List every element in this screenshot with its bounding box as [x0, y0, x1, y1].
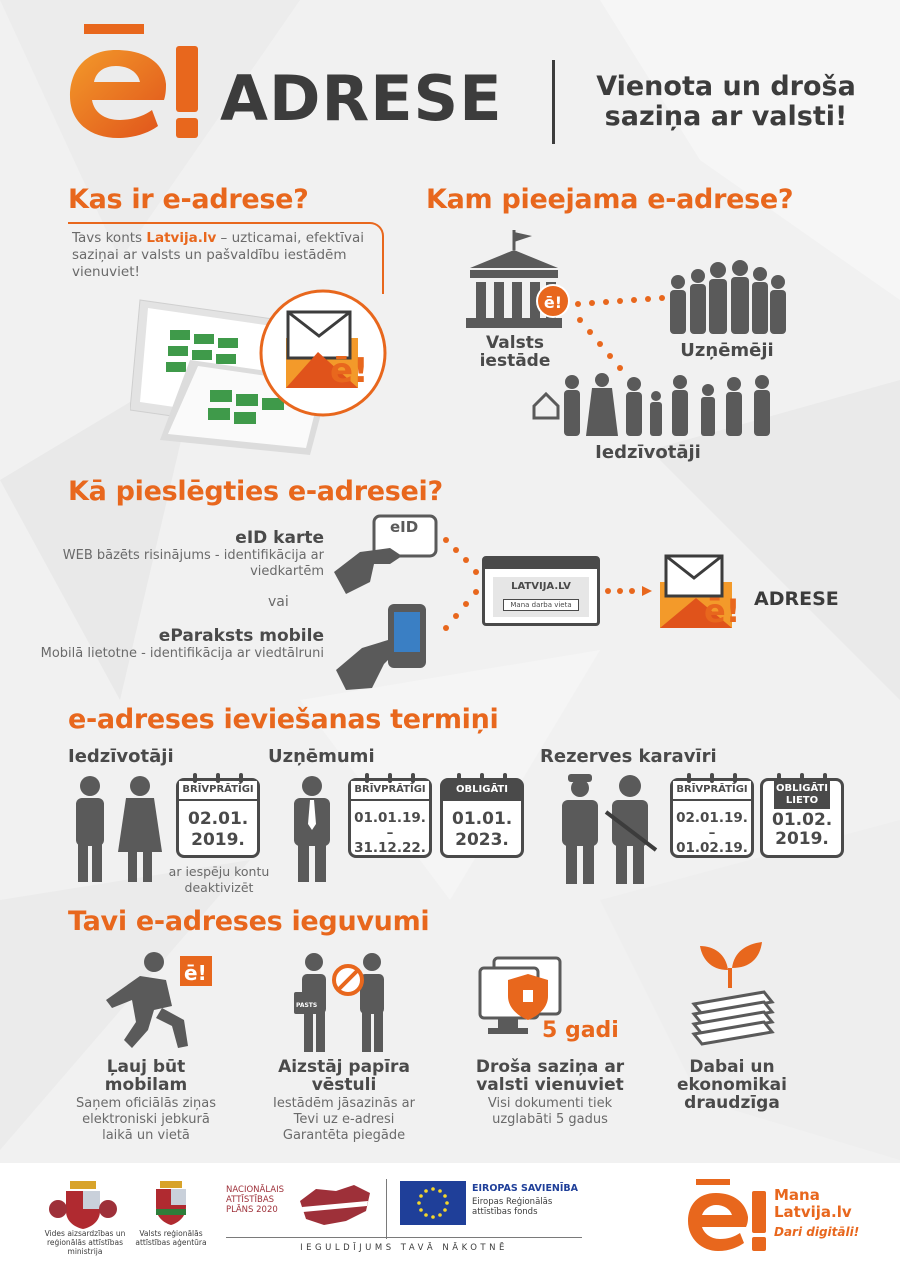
reserve-calendar-mandatory: [760, 778, 844, 858]
ministry-coat-of-arms-icon: [48, 1179, 118, 1231]
header-title: ADRESE: [220, 62, 503, 135]
companies-cal1-head: BRĪVPRĀTĪGI: [351, 781, 429, 801]
benefit-2-desc: Iestādēm jāsazinās ar Tevi uz e-adresi Garantēta piegāde: [273, 1096, 415, 1143]
companies-calendar-mandatory: [440, 778, 524, 858]
eid-title: eID karte: [235, 528, 324, 548]
companies-cal1-from: 01.01.19.: [354, 810, 426, 826]
mail-circle-icon: [258, 288, 388, 418]
businessman-icon: [286, 774, 338, 884]
running-person-icon: [92, 950, 222, 1050]
latvija-link[interactable]: Latvija.lv: [146, 230, 217, 246]
eu-flag-icon: [400, 1181, 466, 1225]
e-adrese-logo: [68, 22, 208, 142]
nap-label: NACIONĀLAIS ATTĪSTĪBAS PLĀNS 2020: [226, 1185, 284, 1215]
tagline-line-2: saziņa ar valsti!: [604, 101, 848, 132]
connect-heading: Kā pieslēgties e-adresei?: [68, 476, 443, 507]
or-label: vai: [268, 594, 289, 610]
reserve-cal2-body: 01.02. 2019.: [772, 810, 833, 849]
mini-logo: ē!: [330, 351, 369, 391]
companies-label: Uzņēmumi: [268, 746, 375, 767]
latvia-flag-map-icon: [296, 1181, 374, 1229]
eu-fund: Eiropas Reģionālās attīstības fonds: [472, 1197, 553, 1217]
soldiers-icon: [554, 772, 662, 886]
header-tagline: [566, 72, 886, 132]
mailbag-label: PASTS: [296, 1002, 318, 1009]
tagline-line-1: Vienota un droša: [596, 71, 856, 102]
benefits-heading: Tavi e-adreses ieguvumi: [68, 906, 430, 937]
adrese-mail-icon: [656, 552, 752, 630]
reserve-cal1-head: BRĪVPRĀTĪGI: [673, 781, 751, 801]
residents-group-icon: [532, 370, 782, 440]
who-residents-label: Iedzīvotāji: [595, 442, 701, 463]
companies-cal2-body: 01.01. 2023.: [452, 809, 513, 850]
mobile-block: [40, 626, 324, 662]
residents-cal-head: BRĪVPRĀTĪGI: [179, 781, 257, 801]
companies-calendar-voluntary: BRĪVPRĀTĪGI 01.01.19. – 31.12.22.: [348, 778, 432, 858]
footer-slogan: IEGULDĪJUMS TAVĀ NĀKOTNĒ: [300, 1243, 508, 1253]
mana-latvija-slogan: Dari digitāli!: [774, 1225, 860, 1239]
svg-text:ē!: ē!: [704, 592, 741, 630]
reserve-cal1-to: 01.02.19.: [676, 840, 748, 856]
mana-latvija-logo[interactable]: [686, 1177, 768, 1257]
residents-note: ar iespēju kontu deaktivizēt: [168, 864, 270, 895]
who-heading: Kam pieejama e-adrese?: [426, 184, 794, 215]
ministry-name: Vides aizsardzības un reģionālās attīstības ministrija: [44, 1229, 126, 1256]
portal-login-button[interactable]: Mana darba vieta: [503, 599, 578, 611]
hand-card-icon: [330, 512, 440, 596]
e-badge-icon: ē!: [536, 284, 570, 318]
what-text: Tavs konts Latvija.lv – uzticamai, efektīvai saziņai ar valsts un pašvaldību iestādēm vienuviet!: [72, 230, 364, 280]
mana-latvija-text: Mana Latvija.lv: [774, 1186, 852, 1221]
reserve-cal1-from: 02.01.19.: [676, 810, 748, 826]
footer-divider: [386, 1179, 387, 1239]
residents-cal-body: 02.01. 2019.: [188, 809, 249, 850]
what-heading: Kas ir e-adrese?: [68, 184, 309, 215]
hand-phone-icon: [332, 600, 442, 692]
business-people-icon: [664, 258, 788, 338]
agency-coat-of-arms-icon: [148, 1179, 194, 1227]
five-years-badge: 5 gadi: [542, 1018, 619, 1043]
eco-paper-icon: [680, 940, 780, 1050]
who-business-label: Uzņēmēji: [680, 340, 774, 361]
eid-block: [40, 528, 324, 580]
residents-label: Iedzīvotāji: [68, 746, 174, 767]
benefit-1-title: Ļauj būt mobilam: [104, 1057, 188, 1095]
result-adrese-label: ADRESE: [754, 588, 839, 610]
eid-desc: WEB bāzēts risinājums - identifikācija ar viedkartēm: [62, 548, 324, 579]
eid-card-label: eID: [390, 518, 419, 536]
benefit-4-title: Dabai un ekonomikai draudzīga: [677, 1057, 787, 1113]
mobile-title: eParaksts mobile: [158, 626, 324, 646]
residents-calendar: [176, 778, 260, 858]
portal-window[interactable]: [482, 556, 600, 626]
deadlines-heading: e-adreses ieviešanas termiņi: [68, 704, 499, 735]
reserve-label: Rezerves karavīri: [540, 746, 717, 767]
benefit-3-title: Droša saziņa ar valsti vienuviet: [475, 1057, 625, 1095]
reserve-calendar-voluntary: BRĪVPRĀTĪGI 02.01.19. – 01.02.19.: [670, 778, 754, 858]
companies-cal1-to: 31.12.22.: [354, 840, 426, 856]
mobile-desc: Mobilā lietotne - identifikācija ar viedtālruni: [40, 646, 324, 661]
portal-title: LATVIJA.LV: [511, 581, 571, 592]
slogan-line: [226, 1237, 582, 1238]
reserve-cal2-head: OBLIGĀTI LIETO: [774, 781, 830, 809]
benefit-2-title: Aizstāj papīra vēstuli: [278, 1057, 410, 1095]
who-state-label: Valsts iestāde: [479, 333, 551, 371]
couple-icon: [66, 774, 166, 884]
benefit-3-desc: Visi dokumenti tiek uzglabāti 5 gadus: [487, 1096, 613, 1127]
svg-text:ē!: ē!: [184, 961, 207, 985]
no-paper-mail-icon: [288, 950, 398, 1054]
arrow-dots: [604, 586, 654, 596]
companies-cal2-head: OBLIGĀTI: [443, 781, 521, 801]
agency-name: Valsts reģionālās attīstības aģentūra: [135, 1229, 207, 1247]
eu-title: EIROPAS SAVIENĪBA: [472, 1183, 579, 1194]
benefit-1-desc: Saņem oficiālās ziņas elektroniski jebkurā laikā un vietā: [75, 1096, 217, 1143]
header-divider: [552, 60, 555, 144]
footer: [0, 1163, 900, 1273]
